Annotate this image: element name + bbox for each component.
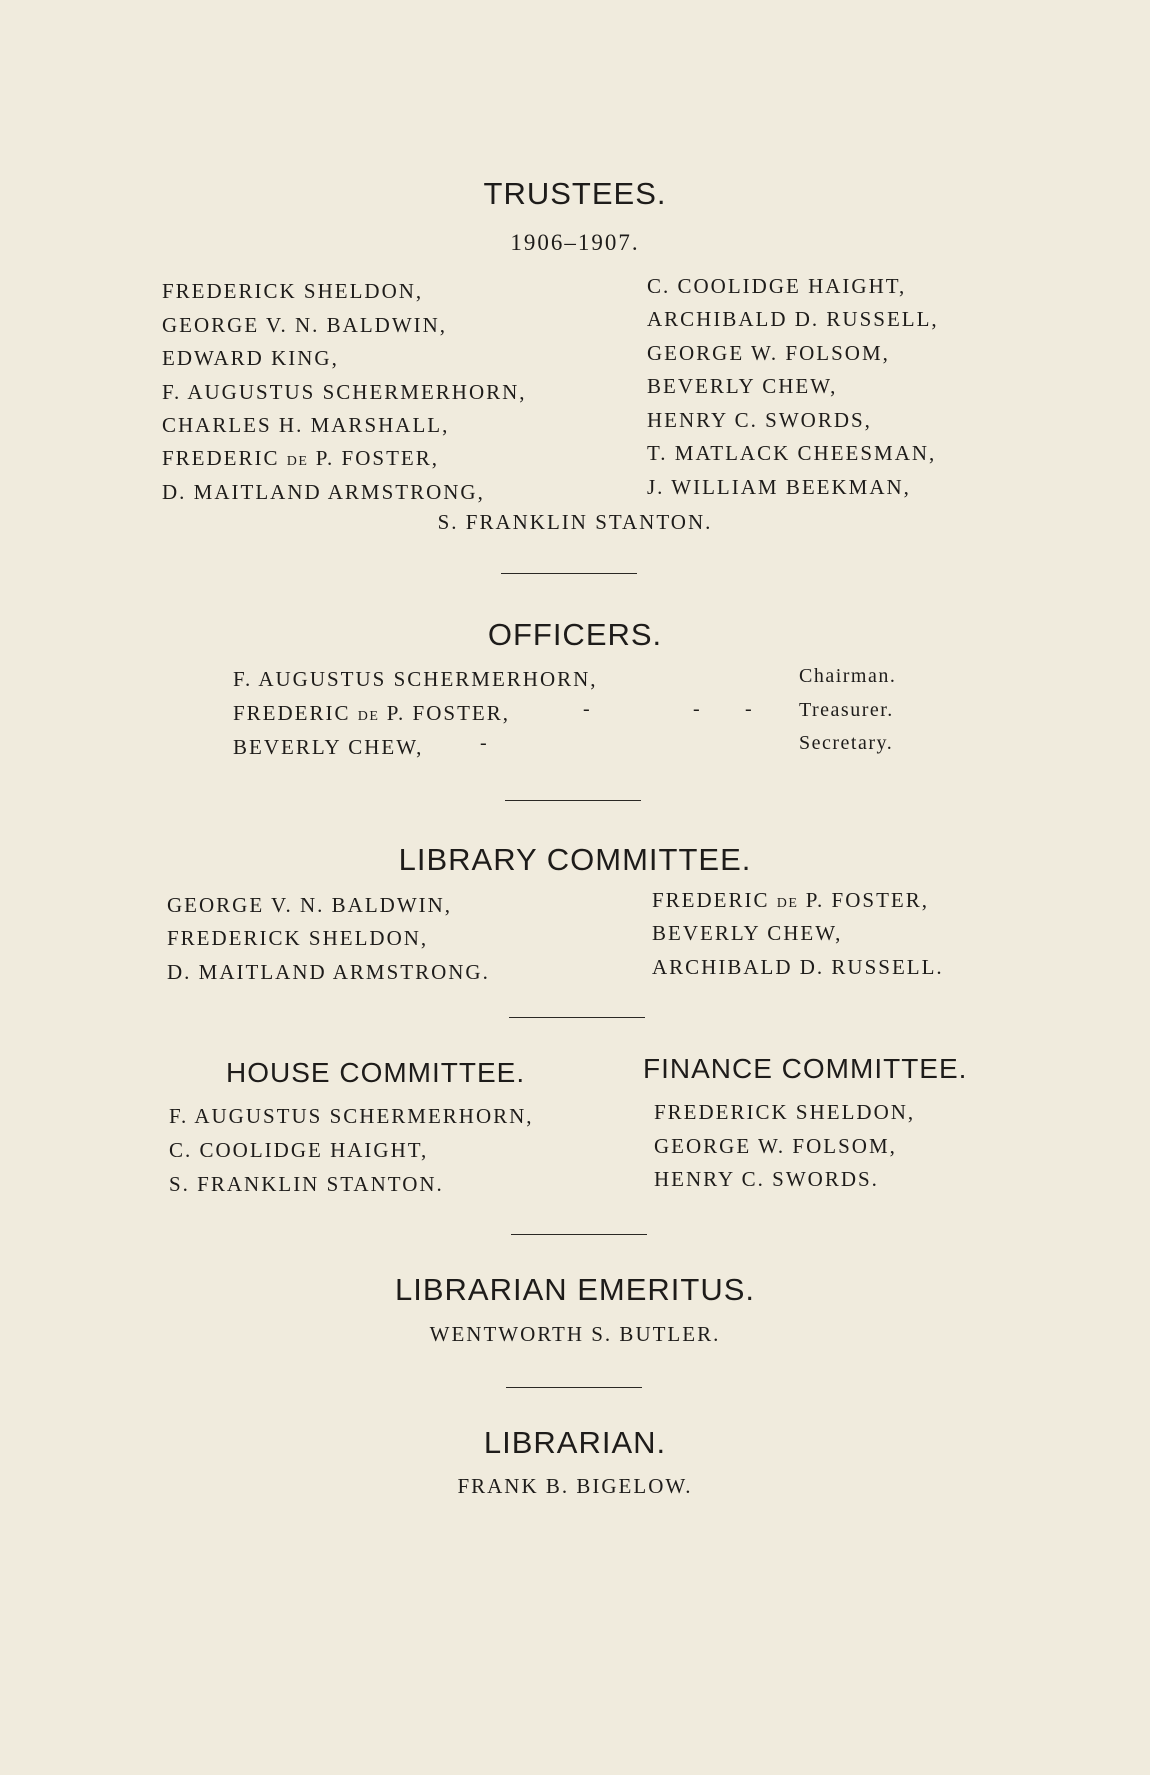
divider (509, 1017, 645, 1018)
librarian-heading: LIBRARIAN. (483, 1425, 667, 1460)
committee-member: ARCHIBALD D. RUSSELL. (652, 955, 944, 979)
committee-member: D. MAITLAND ARMSTRONG. (167, 960, 490, 984)
name-part: P. FOSTER, (386, 701, 510, 725)
committee-member: BEVERLY CHEW, (652, 921, 843, 945)
divider (505, 800, 641, 801)
officer-role: Secretary. (799, 732, 894, 754)
librarian-emeritus-heading: LIBRARIAN EMERITUS. (394, 1272, 756, 1307)
trustee-name: GEORGE W. FOLSOM, (647, 341, 890, 365)
name-particle: DE (286, 454, 309, 469)
officer-role: Treasurer. (799, 699, 894, 721)
name-part: P. FOSTER, (315, 446, 439, 470)
name-part: FREDERIC (233, 701, 351, 725)
librarian-emeritus-name: WENTWORTH S. BUTLER. (429, 1322, 721, 1346)
trustee-name: CHARLES H. MARSHALL, (162, 413, 450, 437)
name-particle: DE (776, 896, 799, 911)
trustee-name (162, 446, 439, 471)
trustee-name: GEORGE V. N. BALDWIN, (162, 313, 448, 337)
trustee-name: BEVERLY CHEW, (647, 374, 838, 398)
committee-member: FREDERICK SHELDON, (167, 926, 429, 950)
leader-dash: - (480, 732, 487, 754)
divider (511, 1234, 647, 1235)
divider (506, 1387, 642, 1388)
committee-member: C. COOLIDGE HAIGHT, (169, 1138, 429, 1162)
committee-member: F. AUGUSTUS SCHERMERHORN, (169, 1104, 534, 1128)
committee-member: HENRY C. SWORDS. (654, 1167, 879, 1191)
librarian-name: FRANK B. BIGELOW. (457, 1474, 693, 1498)
committee-member (652, 888, 929, 913)
trustee-name: F. AUGUSTUS SCHERMERHORN, (162, 380, 527, 404)
trustee-name: EDWARD KING, (162, 346, 339, 370)
divider (501, 573, 637, 574)
trustee-name: D. MAITLAND ARMSTRONG, (162, 480, 485, 504)
name-particle: DE (357, 709, 380, 724)
library-committee-heading: LIBRARY COMMITTEE. (398, 842, 752, 877)
trustees-years: 1906–1907. (510, 230, 640, 255)
committee-member: S. FRANKLIN STANTON. (169, 1172, 444, 1196)
trustee-name: J. WILLIAM BEEKMAN, (647, 475, 911, 499)
officer-name (233, 701, 510, 726)
trustee-name: ARCHIBALD D. RUSSELL, (647, 307, 939, 331)
committee-member: FREDERICK SHELDON, (654, 1100, 916, 1124)
finance-committee-heading: FINANCE COMMITTEE. (643, 1053, 968, 1084)
trustee-name: S. FRANKLIN STANTON. (437, 510, 713, 534)
officer-name: F. AUGUSTUS SCHERMERHORN, (233, 667, 598, 691)
trustee-name: C. COOLIDGE HAIGHT, (647, 274, 907, 298)
leader-dash: - (693, 698, 700, 720)
name-part: FREDERIC (652, 888, 770, 912)
name-part: FREDERIC (162, 446, 280, 470)
officer-role: Chairman. (799, 665, 897, 687)
trustees-heading: TRUSTEES. (483, 176, 667, 211)
trustee-name: T. MATLACK CHEESMAN, (647, 441, 937, 465)
leader-dash: - (745, 698, 752, 720)
trustee-name: HENRY C. SWORDS, (647, 408, 872, 432)
officer-name: BEVERLY CHEW, (233, 735, 424, 759)
committee-member: GEORGE V. N. BALDWIN, (167, 893, 453, 917)
committee-member: GEORGE W. FOLSOM, (654, 1134, 897, 1158)
name-part: P. FOSTER, (805, 888, 929, 912)
officers-heading: OFFICERS. (487, 617, 663, 652)
trustee-name: FREDERICK SHELDON, (162, 279, 424, 303)
house-committee-heading: HOUSE COMMITTEE. (226, 1057, 526, 1088)
leader-dash: - (583, 698, 590, 720)
